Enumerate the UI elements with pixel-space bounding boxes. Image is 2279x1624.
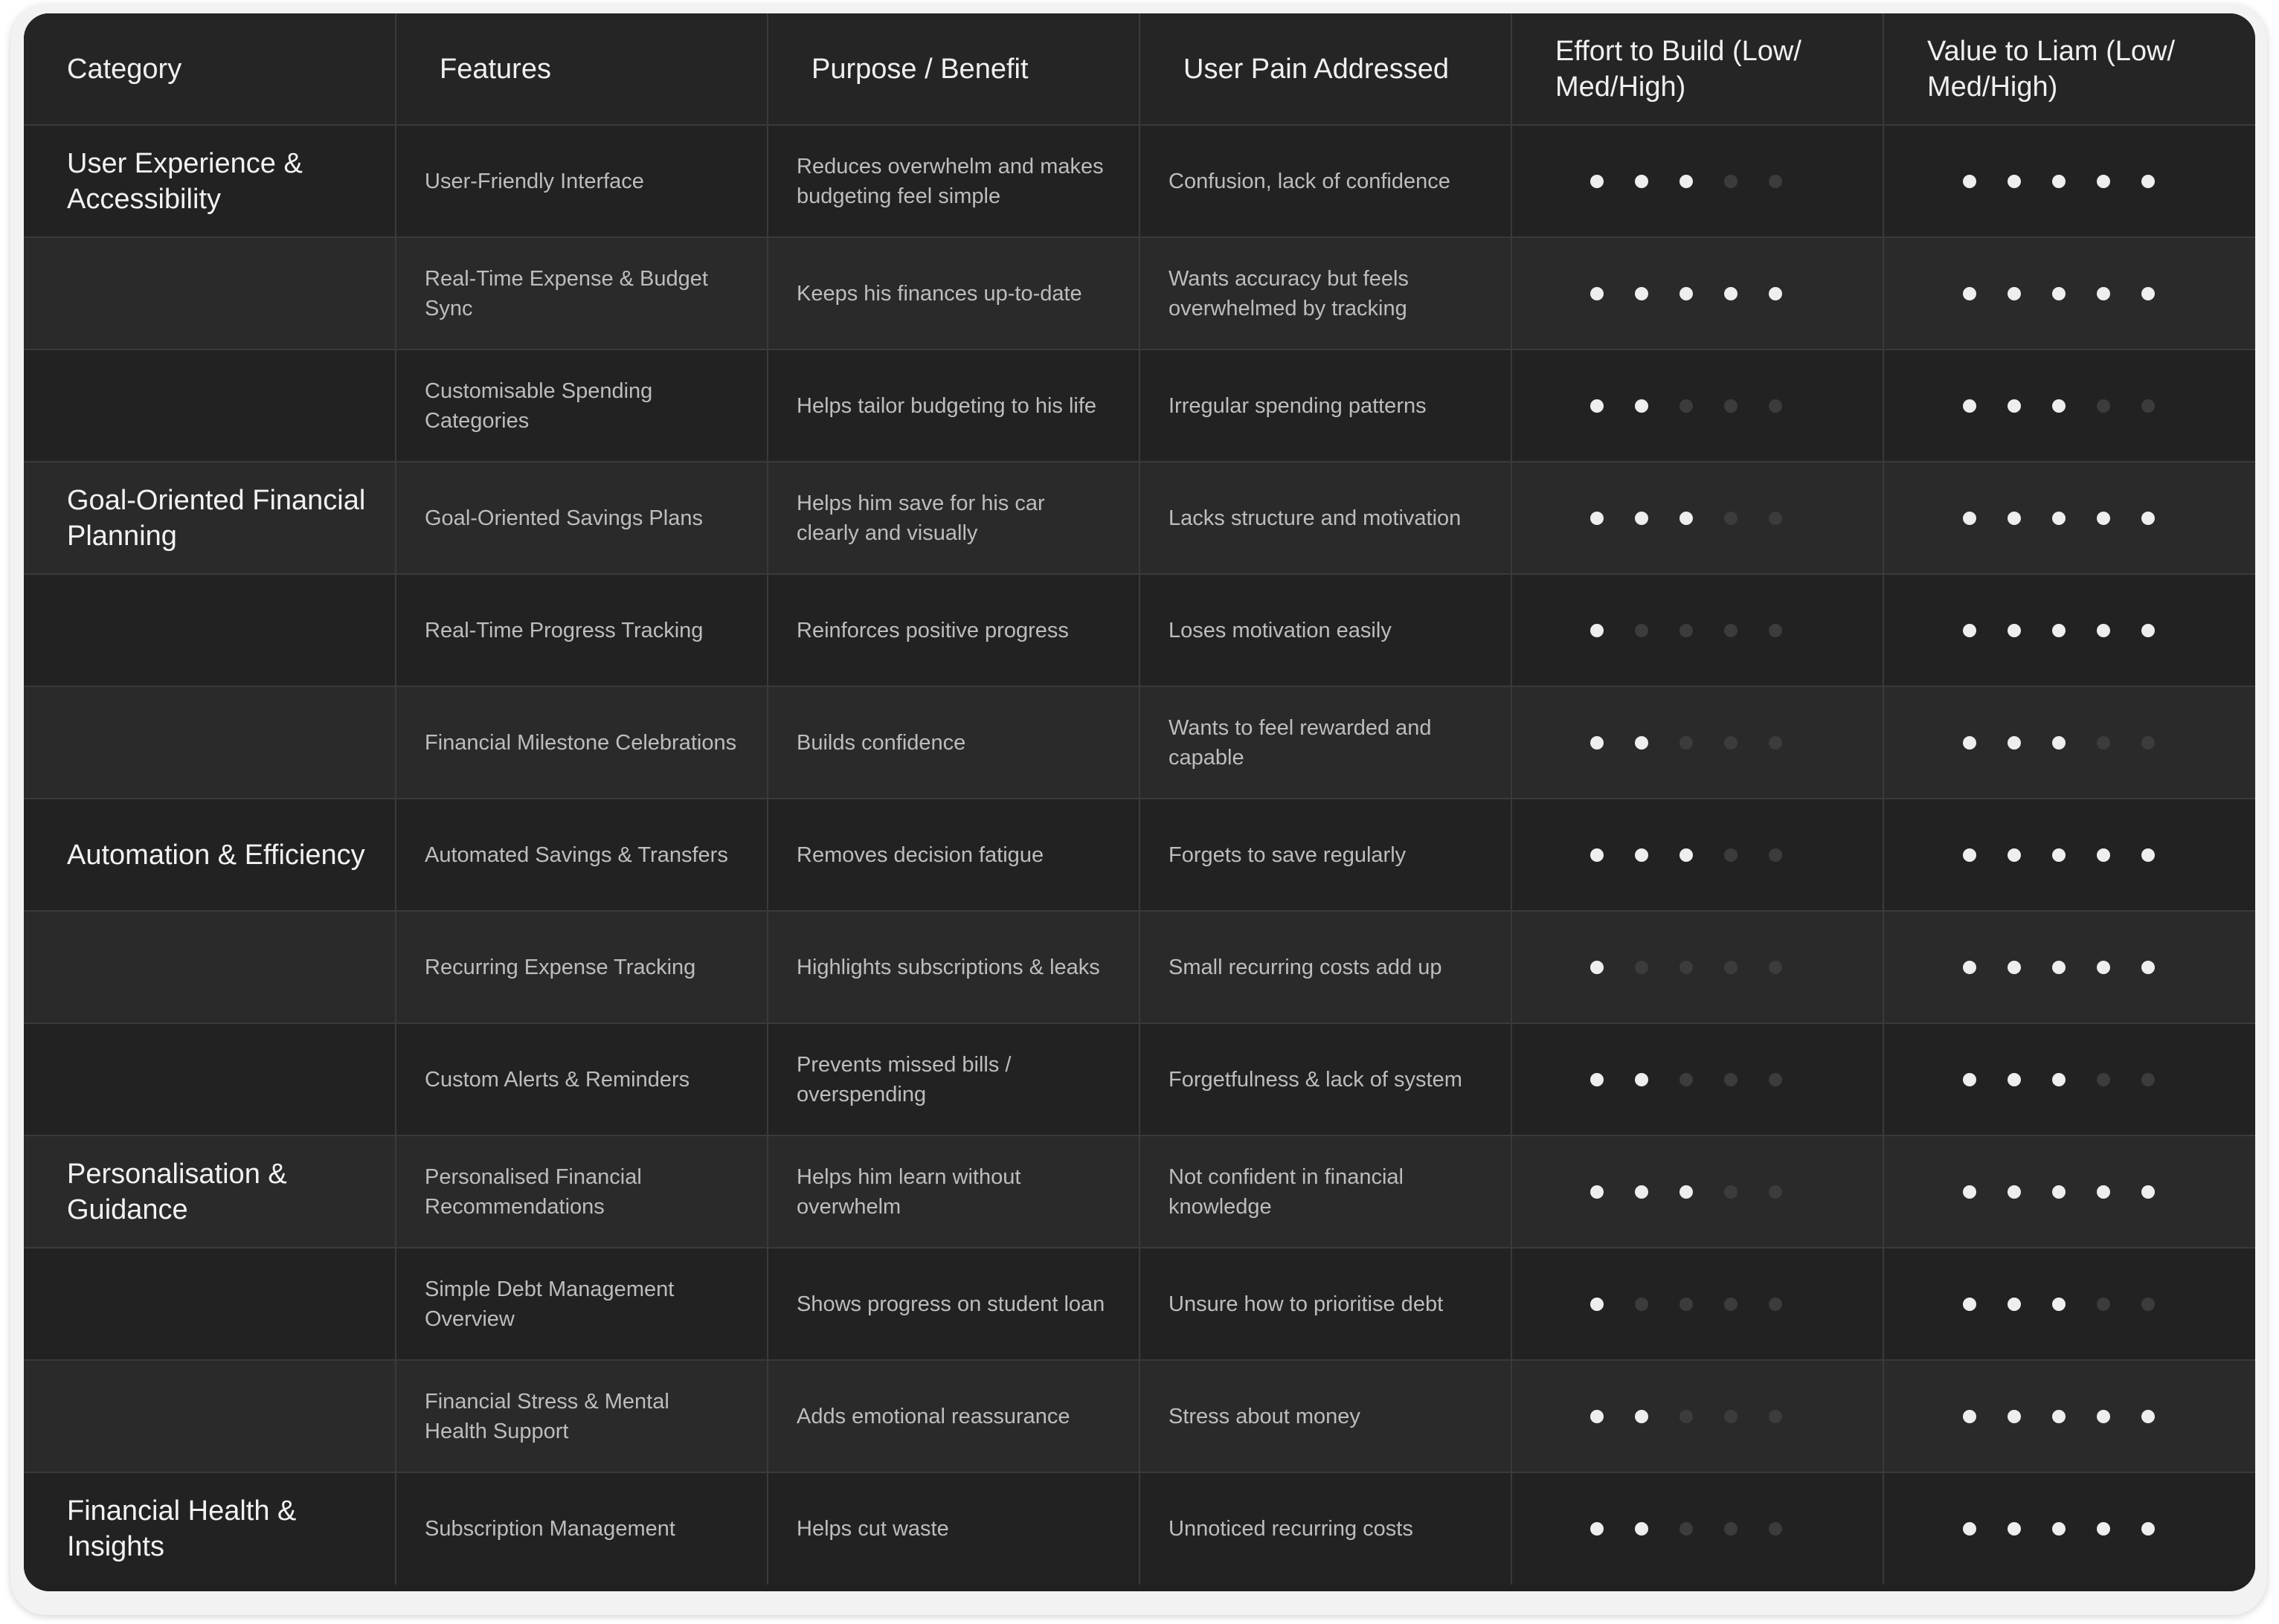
rating-dot-empty: [2097, 1073, 2110, 1086]
table-row: [24, 462, 2255, 574]
category-cell: Personalisation & Guidance: [24, 1135, 396, 1248]
purpose-cell: Builds confidence: [768, 686, 1140, 799]
feature-cell: Simple Debt Management Overview: [396, 1248, 768, 1360]
effort-rating-cell: [1511, 799, 1883, 911]
rating-dot-filled: [2008, 1073, 2021, 1086]
rating-dot-filled: [2052, 736, 2066, 750]
rating-dot-empty: [1769, 399, 1782, 413]
rating-dot-filled: [1590, 1522, 1604, 1536]
table-row: [24, 349, 2255, 462]
rating-dot-filled: [2052, 1410, 2066, 1423]
rating-dot-empty: [1724, 1073, 1738, 1086]
category-cell: User Experience & Accessibility: [24, 125, 396, 237]
feature-cell: Goal-Oriented Savings Plans: [396, 462, 768, 574]
feature-cell: User-Friendly Interface: [396, 125, 768, 237]
rating-dot-filled: [1590, 961, 1604, 974]
value-rating-cell: [1883, 237, 2255, 349]
rating-dot-filled: [1963, 1185, 1976, 1199]
category-cell: [24, 349, 396, 462]
table-row: [24, 911, 2255, 1023]
table-row: [24, 1248, 2255, 1360]
rating-dot-empty: [1635, 624, 1648, 637]
rating-dot-filled: [2097, 961, 2110, 974]
pain-cell: Wants accuracy but feels overwhelmed by tracking: [1140, 237, 1511, 349]
rating-dot-filled: [1963, 1410, 1976, 1423]
rating-dot-empty: [1679, 961, 1693, 974]
rating-dot-filled: [1590, 1298, 1604, 1311]
value-rating: [1884, 512, 2255, 525]
rating-dot-filled: [2097, 1185, 2110, 1199]
value-rating: [1884, 1298, 2255, 1311]
pain-cell: Unnoticed recurring costs: [1140, 1472, 1511, 1585]
header-purpose: Purpose / Benefit: [768, 13, 1140, 125]
rating-dot-filled: [1590, 1410, 1604, 1423]
rating-dot-empty: [1769, 175, 1782, 188]
value-rating-cell: [1883, 686, 2255, 799]
rating-dot-filled: [2141, 1410, 2155, 1423]
table-row: [24, 1135, 2255, 1248]
value-rating-cell: [1883, 799, 2255, 911]
rating-dot-filled: [1724, 287, 1738, 300]
purpose-cell: Reinforces positive progress: [768, 574, 1140, 686]
effort-rating: [1512, 1185, 1883, 1199]
feature-prioritisation-table: [24, 13, 2255, 1585]
purpose-cell: Helps him save for his car clearly and visually: [768, 462, 1140, 574]
rating-dot-filled: [1679, 1185, 1693, 1199]
rating-dot-filled: [1635, 736, 1648, 750]
feature-cell: Financial Stress & Mental Health Support: [396, 1360, 768, 1472]
purpose-cell: Helps him learn without overwhelm: [768, 1135, 1140, 1248]
effort-rating-cell: [1511, 349, 1883, 462]
effort-rating-cell: [1511, 1023, 1883, 1135]
pain-cell: Lacks structure and motivation: [1140, 462, 1511, 574]
rating-dot-filled: [2052, 287, 2066, 300]
rating-dot-empty: [2097, 1298, 2110, 1311]
value-rating-cell: [1883, 462, 2255, 574]
rating-dot-filled: [2008, 287, 2021, 300]
effort-rating: [1512, 736, 1883, 750]
rating-dot-filled: [1590, 512, 1604, 525]
rating-dot-empty: [1724, 961, 1738, 974]
effort-rating-cell: [1511, 1472, 1883, 1585]
rating-dot-filled: [1635, 848, 1648, 862]
feature-cell: Real-Time Expense & Budget Sync: [396, 237, 768, 349]
rating-dot-filled: [1679, 175, 1693, 188]
effort-rating-cell: [1511, 911, 1883, 1023]
feature-cell: Recurring Expense Tracking: [396, 911, 768, 1023]
rating-dot-filled: [2052, 175, 2066, 188]
rating-dot-empty: [1769, 512, 1782, 525]
rating-dot-filled: [1963, 287, 1976, 300]
rating-dot-filled: [2008, 736, 2021, 750]
rating-dot-filled: [1679, 512, 1693, 525]
rating-dot-filled: [2008, 1185, 2021, 1199]
pain-cell: Forgets to save regularly: [1140, 799, 1511, 911]
rating-dot-empty: [2141, 1298, 2155, 1311]
rating-dot-empty: [1635, 1298, 1648, 1311]
rating-dot-filled: [1963, 175, 1976, 188]
value-rating-cell: [1883, 911, 2255, 1023]
rating-dot-empty: [1724, 1522, 1738, 1536]
rating-dot-filled: [2052, 1185, 2066, 1199]
category-cell: Financial Health & Insights: [24, 1472, 396, 1585]
pain-cell: Forgetfulness & lack of system: [1140, 1023, 1511, 1135]
rating-dot-empty: [1769, 736, 1782, 750]
rating-dot-empty: [1679, 1410, 1693, 1423]
feature-cell: Custom Alerts & Reminders: [396, 1023, 768, 1135]
value-rating-cell: [1883, 1135, 2255, 1248]
purpose-cell: Prevents missed bills / overspending: [768, 1023, 1140, 1135]
rating-dot-filled: [2141, 1185, 2155, 1199]
rating-dot-filled: [2052, 1522, 2066, 1536]
rating-dot-empty: [1635, 961, 1648, 974]
rating-dot-filled: [1635, 1410, 1648, 1423]
effort-rating: [1512, 624, 1883, 637]
rating-dot-filled: [1963, 1298, 1976, 1311]
table-row: [24, 237, 2255, 349]
purpose-cell: Helps cut waste: [768, 1472, 1140, 1585]
effort-rating: [1512, 1410, 1883, 1423]
pain-cell: Wants to feel rewarded and capable: [1140, 686, 1511, 799]
rating-dot-filled: [1635, 1522, 1648, 1536]
rating-dot-filled: [1635, 1073, 1648, 1086]
rating-dot-filled: [1635, 512, 1648, 525]
rating-dot-empty: [1724, 399, 1738, 413]
rating-dot-filled: [2008, 624, 2021, 637]
rating-dot-filled: [2008, 512, 2021, 525]
rating-dot-empty: [1724, 1410, 1738, 1423]
rating-dot-filled: [2097, 175, 2110, 188]
pain-cell: Irregular spending patterns: [1140, 349, 1511, 462]
rating-dot-filled: [1590, 1073, 1604, 1086]
table-row: [24, 1472, 2255, 1585]
purpose-cell: Highlights subscriptions & leaks: [768, 911, 1140, 1023]
effort-rating: [1512, 287, 1883, 300]
rating-dot-filled: [2097, 287, 2110, 300]
rating-dot-empty: [2097, 736, 2110, 750]
effort-rating: [1512, 399, 1883, 413]
rating-dot-filled: [2052, 848, 2066, 862]
header-row: [24, 13, 2255, 125]
rating-dot-empty: [1679, 399, 1693, 413]
rating-dot-filled: [2052, 961, 2066, 974]
category-cell: [24, 1360, 396, 1472]
rating-dot-empty: [1769, 848, 1782, 862]
table-row: [24, 686, 2255, 799]
value-rating: [1884, 1522, 2255, 1536]
rating-dot-filled: [1963, 624, 1976, 637]
rating-dot-empty: [1769, 1073, 1782, 1086]
table-row: [24, 1023, 2255, 1135]
category-cell: [24, 686, 396, 799]
purpose-cell: Shows progress on student loan: [768, 1248, 1140, 1360]
table-row: [24, 1360, 2255, 1472]
effort-rating: [1512, 1298, 1883, 1311]
effort-rating-cell: [1511, 237, 1883, 349]
feature-cell: Personalised Financial Recommendations: [396, 1135, 768, 1248]
rating-dot-filled: [2141, 512, 2155, 525]
rating-dot-filled: [2008, 399, 2021, 413]
pain-cell: Small recurring costs add up: [1140, 911, 1511, 1023]
value-rating-cell: [1883, 349, 2255, 462]
effort-rating: [1512, 512, 1883, 525]
rating-dot-empty: [1724, 624, 1738, 637]
rating-dot-filled: [1963, 1073, 1976, 1086]
effort-rating: [1512, 848, 1883, 862]
value-rating-cell: [1883, 1472, 2255, 1585]
rating-dot-empty: [1679, 624, 1693, 637]
rating-dot-filled: [2008, 1410, 2021, 1423]
pain-cell: Loses motivation easily: [1140, 574, 1511, 686]
purpose-cell: Adds emotional reassurance: [768, 1360, 1140, 1472]
rating-dot-empty: [1769, 624, 1782, 637]
rating-dot-empty: [1724, 512, 1738, 525]
category-cell: [24, 1023, 396, 1135]
value-rating-cell: [1883, 1360, 2255, 1472]
rating-dot-filled: [1963, 736, 1976, 750]
header-value: Value to Liam (Low/ Med/High): [1883, 13, 2255, 125]
category-cell: [24, 574, 396, 686]
table-row: [24, 799, 2255, 911]
rating-dot-filled: [2008, 175, 2021, 188]
pain-cell: Stress about money: [1140, 1360, 1511, 1472]
rating-dot-filled: [1635, 399, 1648, 413]
effort-rating: [1512, 175, 1883, 188]
rating-dot-empty: [1679, 736, 1693, 750]
purpose-cell: Removes decision fatigue: [768, 799, 1140, 911]
rating-dot-filled: [2008, 1298, 2021, 1311]
rating-dot-filled: [2008, 1522, 2021, 1536]
rating-dot-filled: [1590, 848, 1604, 862]
rating-dot-filled: [2141, 175, 2155, 188]
rating-dot-filled: [1590, 399, 1604, 413]
category-cell: [24, 237, 396, 349]
rating-dot-empty: [1769, 1410, 1782, 1423]
rating-dot-filled: [1963, 848, 1976, 862]
value-rating: [1884, 1410, 2255, 1423]
rating-dot-empty: [1724, 1298, 1738, 1311]
feature-cell: Subscription Management: [396, 1472, 768, 1585]
rating-dot-empty: [1769, 1298, 1782, 1311]
rating-dot-empty: [1679, 1522, 1693, 1536]
rating-dot-empty: [1724, 848, 1738, 862]
rating-dot-filled: [2008, 961, 2021, 974]
rating-dot-filled: [2141, 961, 2155, 974]
value-rating: [1884, 1073, 2255, 1086]
rating-dot-filled: [1590, 1185, 1604, 1199]
feature-cell: Customisable Spending Categories: [396, 349, 768, 462]
rating-dot-filled: [1679, 848, 1693, 862]
table-row: [24, 574, 2255, 686]
rating-dot-filled: [2097, 1410, 2110, 1423]
rating-dot-filled: [1635, 287, 1648, 300]
category-cell: Automation & Efficiency: [24, 799, 396, 911]
purpose-cell: Reduces overwhelm and makes budgeting feel simple: [768, 125, 1140, 237]
category-cell: [24, 1248, 396, 1360]
category-cell: Goal-Oriented Financial Planning: [24, 462, 396, 574]
rating-dot-filled: [2052, 512, 2066, 525]
rating-dot-filled: [2052, 399, 2066, 413]
category-cell: [24, 911, 396, 1023]
rating-dot-filled: [1590, 175, 1604, 188]
effort-rating-cell: [1511, 462, 1883, 574]
effort-rating: [1512, 1522, 1883, 1536]
rating-dot-filled: [1635, 175, 1648, 188]
value-rating: [1884, 175, 2255, 188]
rating-dot-filled: [2097, 1522, 2110, 1536]
value-rating: [1884, 961, 2255, 974]
rating-dot-filled: [2052, 1298, 2066, 1311]
value-rating-cell: [1883, 125, 2255, 237]
rating-dot-filled: [1769, 287, 1782, 300]
value-rating-cell: [1883, 574, 2255, 686]
rating-dot-empty: [2097, 399, 2110, 413]
rating-dot-filled: [1963, 399, 1976, 413]
rating-dot-filled: [2052, 624, 2066, 637]
feature-cell: Real-Time Progress Tracking: [396, 574, 768, 686]
rating-dot-filled: [2097, 624, 2110, 637]
effort-rating-cell: [1511, 1360, 1883, 1472]
rating-dot-filled: [1590, 624, 1604, 637]
value-rating-cell: [1883, 1248, 2255, 1360]
rating-dot-empty: [1679, 1073, 1693, 1086]
rating-dot-filled: [1963, 961, 1976, 974]
pain-cell: Not confident in financial knowledge: [1140, 1135, 1511, 1248]
rating-dot-filled: [1963, 512, 1976, 525]
value-rating: [1884, 399, 2255, 413]
rating-dot-filled: [2097, 848, 2110, 862]
rating-dot-empty: [1724, 175, 1738, 188]
rating-dot-filled: [1679, 287, 1693, 300]
rating-dot-filled: [2141, 624, 2155, 637]
rating-dot-empty: [1769, 1185, 1782, 1199]
rating-dot-filled: [1590, 736, 1604, 750]
rating-dot-empty: [1679, 1298, 1693, 1311]
header-features: Features: [396, 13, 768, 125]
rating-dot-empty: [2141, 399, 2155, 413]
rating-dot-filled: [1635, 1185, 1648, 1199]
effort-rating-cell: [1511, 686, 1883, 799]
rating-dot-filled: [1590, 287, 1604, 300]
rating-dot-filled: [2141, 848, 2155, 862]
pain-cell: Confusion, lack of confidence: [1140, 125, 1511, 237]
table-body: [24, 125, 2255, 1585]
purpose-cell: Helps tailor budgeting to his life: [768, 349, 1140, 462]
feature-cell: Automated Savings & Transfers: [396, 799, 768, 911]
header-effort: Effort to Build (Low/ Med/High): [1511, 13, 1883, 125]
rating-dot-empty: [2141, 1073, 2155, 1086]
pain-cell: Unsure how to prioritise debt: [1140, 1248, 1511, 1360]
table-row: [24, 125, 2255, 237]
effort-rating: [1512, 961, 1883, 974]
effort-rating-cell: [1511, 1248, 1883, 1360]
purpose-cell: Keeps his finances up-to-date: [768, 237, 1140, 349]
rating-dot-empty: [1724, 1185, 1738, 1199]
effort-rating-cell: [1511, 574, 1883, 686]
rating-dot-empty: [1769, 961, 1782, 974]
value-rating: [1884, 736, 2255, 750]
value-rating: [1884, 1185, 2255, 1199]
effort-rating: [1512, 1073, 1883, 1086]
rating-dot-empty: [1724, 736, 1738, 750]
value-rating: [1884, 287, 2255, 300]
effort-rating-cell: [1511, 125, 1883, 237]
rating-dot-filled: [2008, 848, 2021, 862]
rating-dot-empty: [1769, 1522, 1782, 1536]
rating-dot-empty: [2141, 736, 2155, 750]
header-user-pain: User Pain Addressed: [1140, 13, 1511, 125]
feature-prioritisation-table-panel: [24, 13, 2255, 1591]
rating-dot-filled: [2141, 1522, 2155, 1536]
value-rating: [1884, 624, 2255, 637]
header-category: Category: [24, 13, 396, 125]
rating-dot-filled: [2141, 287, 2155, 300]
effort-rating-cell: [1511, 1135, 1883, 1248]
feature-cell: Financial Milestone Celebrations: [396, 686, 768, 799]
rating-dot-filled: [1963, 1522, 1976, 1536]
value-rating: [1884, 848, 2255, 862]
rating-dot-filled: [2097, 512, 2110, 525]
rating-dot-filled: [2052, 1073, 2066, 1086]
value-rating-cell: [1883, 1023, 2255, 1135]
